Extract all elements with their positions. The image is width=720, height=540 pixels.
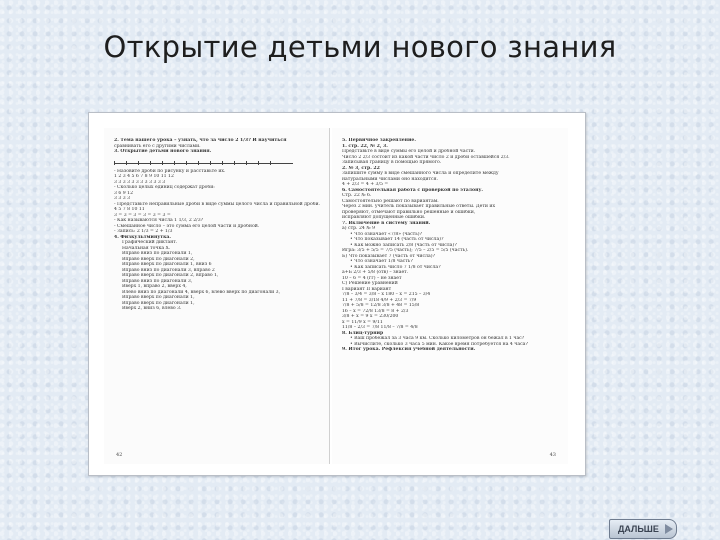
- right-page-line: • Что означает «7/8» (часть)?: [350, 231, 422, 237]
- left-page-line: 4 5 7 8 10 11: [114, 207, 145, 212]
- left-page-line: Вверх 1, вправо 2, вверх 4,: [122, 284, 187, 289]
- left-page-line: - Сколько целых единиц содержат дроби:: [114, 185, 215, 190]
- left-page-line: Вправо вверх по диагонали 1,: [122, 295, 195, 300]
- right-page-line: Игра: 3/5 + 5/5 = 7/5 (часть); 7/5 – 2/5 = 5/5 (часть).: [342, 248, 469, 253]
- right-page-line: 10 – 6 = 4 (гг) – не знает: [342, 275, 402, 281]
- left-page-line: Вправо вверх по диагонали 2, вправо 1,: [122, 273, 219, 278]
- left-page-line: - Запись: 2 1/3 = 2 + 1/3: [114, 229, 173, 234]
- right-page-line: Самостоятельно решают по вариантам.: [342, 198, 439, 204]
- left-page-line: 3 3 3 3: [114, 196, 131, 201]
- right-page-line: 16 – х = 72/8 13/8 = 8 + 2/3: [342, 308, 409, 314]
- right-page-line: натуральными числами оно находится.: [342, 176, 438, 182]
- left-page-line: Вправо вниз по диагонали 3, вправо 2: [122, 267, 215, 273]
- right-page-line: а) стр. 24 № 9: [342, 226, 376, 231]
- left-page-line: 3 = 3 = 3 = 3 = 3 = 3 =: [114, 212, 171, 218]
- left-page-line: Вправо вверх по диагонали 1,: [122, 300, 195, 306]
- left-page-line: Вверх 2, вниз 6, влево 3.: [122, 306, 182, 311]
- right-page-line: • Как можно записать 2/8 (часть от числа)?: [350, 242, 457, 248]
- left-page-number: 42: [116, 451, 123, 458]
- right-page-line: Число 2 2/3 состоит из какой части число 2 и дроби оставшейся 2/3.: [342, 154, 510, 160]
- right-page-line: • Что означает 1/8 часть?: [350, 259, 413, 264]
- right-page-line: 4 + 2/3 = 4 + 3/5 =: [342, 182, 389, 187]
- right-page-line: 11 + 7/8 = 3/18 4/9 + 2/3 = 7/9: [342, 297, 417, 303]
- left-page-line: Вправо вверх по диагонали 2,: [122, 256, 195, 262]
- right-page-line: I вариант II вариант: [342, 286, 392, 292]
- right-page-line: 7/8 + 5/8 = 12/8 3/8 + 48 = 15/8: [342, 303, 420, 308]
- left-page-line: - Как называются числа 1 1/3, 2 2/3?: [114, 218, 204, 223]
- right-page-line: 5. Первичное закрепление.: [342, 138, 416, 143]
- left-page-line: сравнивать его с другими числами.: [114, 143, 201, 149]
- left-page-text: [104, 128, 329, 312]
- right-page-line: проверяют, отмечают правильно решённые и ошибки,: [342, 209, 476, 215]
- right-page-line: 11/8 – 2/3 = 7/8 11/8 – 7/8 = 4/8: [342, 325, 418, 330]
- left-page-line: [114, 155, 323, 158]
- right-page-line: 1. стр. 22, № 2, 3.: [342, 143, 388, 149]
- right-page-text: [332, 128, 568, 353]
- right-page-line: 3/8 + х = 9 х = 230/200: [342, 314, 399, 319]
- slide-title: Открытие детьми нового знания: [103, 30, 617, 64]
- right-page-line: Стр. 22 № 6.: [342, 193, 372, 198]
- right-page-line: 2. № 3, стр. 22: [342, 165, 380, 171]
- right-page-line: х = 11/9 х = 9/11: [342, 319, 383, 325]
- left-page-line: Графический диктант.: [122, 240, 178, 245]
- left-page-line: 3. Открытие детьми нового знания.: [114, 149, 212, 154]
- right-page-line: Б) Что показывает 7 (часть от числа)?: [342, 253, 435, 259]
- right-page-line: • Ваш пробежал за 3 часа 9 км. Сколько километров он бежал в 1 час?: [350, 336, 525, 341]
- right-page-line: Представьте в виде суммы его целой и дробной части.: [342, 149, 476, 154]
- left-page-line: 3 3 3 3 3 3 3 3 3 3 3 3: [114, 179, 166, 185]
- left-page-line: Влево вниз по диагонали 4, вверх 6, влево вверх по диагонали 3,: [122, 289, 281, 295]
- right-page-line: Записывая границу в помощью прямого.: [342, 160, 442, 165]
- number-line-figure: [114, 159, 323, 167]
- next-button[interactable]: ДАЛЬШЕ: [609, 519, 677, 539]
- right-page-line: 9. Итог урока. Рефлексия учебной деятельности.: [342, 347, 476, 352]
- textbook-right-page: [332, 128, 568, 464]
- left-page-line: Начальная точка Х.: [122, 245, 171, 251]
- left-page-line: 1 2 3 4 5 6 7 8 9 10 11 12: [114, 174, 174, 179]
- textbook-left-page: [104, 128, 330, 464]
- left-page-line: 4. Физкультминутка.: [114, 234, 171, 240]
- right-page-line: 6. Самостоятельная работа с проверкой по эталону.: [342, 187, 483, 193]
- left-page-line: Вправо вниз по диагонали 3,: [122, 278, 193, 284]
- left-page-line: Вправо вверх по диагонали 1, вниз 6: [122, 262, 212, 267]
- left-page-line: 3 6 9 12: [114, 190, 133, 196]
- left-page-line: - Смешанное число – это сумма его целой части и дробной.: [114, 223, 260, 229]
- right-page-number: 43: [549, 451, 556, 458]
- right-page-line: исправляют допущенные ошибки.: [342, 215, 426, 220]
- right-page-line: • Что показывает 14 (часть от числа)?: [350, 237, 444, 242]
- right-page-line: Через 2 мин. учитель показывает правильные ответы. Дети их: [342, 204, 496, 209]
- left-page-line: 2. Тема нашего урока – узнать, что за число 2 1/3? И научиться: [114, 138, 287, 143]
- right-page-line: С) Решение уравнений: [342, 281, 398, 286]
- right-page-line: а+Б 2/3 + 5/8 (отв) – знает.: [342, 270, 409, 275]
- right-page-line: 7/8 – 3/4 = 3/8 – х 180 – х = 215 – 3/4: [342, 292, 431, 297]
- left-page-line: Вправо вниз по диагонали 1,: [122, 251, 193, 256]
- left-page-line: - Назовите дроби по рисунку и расставьте их.: [114, 168, 226, 174]
- right-page-line: 8. Блиц-турнир: [342, 330, 384, 336]
- right-page-line: • Вычислите, сколько 3 часа 5 мин. Какое время потребуется на 4 часа?: [350, 341, 528, 347]
- right-page-line: • Как записать число 7 1/8 от числа?: [350, 264, 441, 270]
- left-page-line: - Представьте неправильные дроби в виде суммы целого числа и правильной дроби.: [114, 201, 320, 207]
- right-page-line: Запишите сумму в виде смешанного числа и определите между: [342, 171, 499, 176]
- right-page-line: 7. Включение в систему знаний.: [342, 220, 431, 226]
